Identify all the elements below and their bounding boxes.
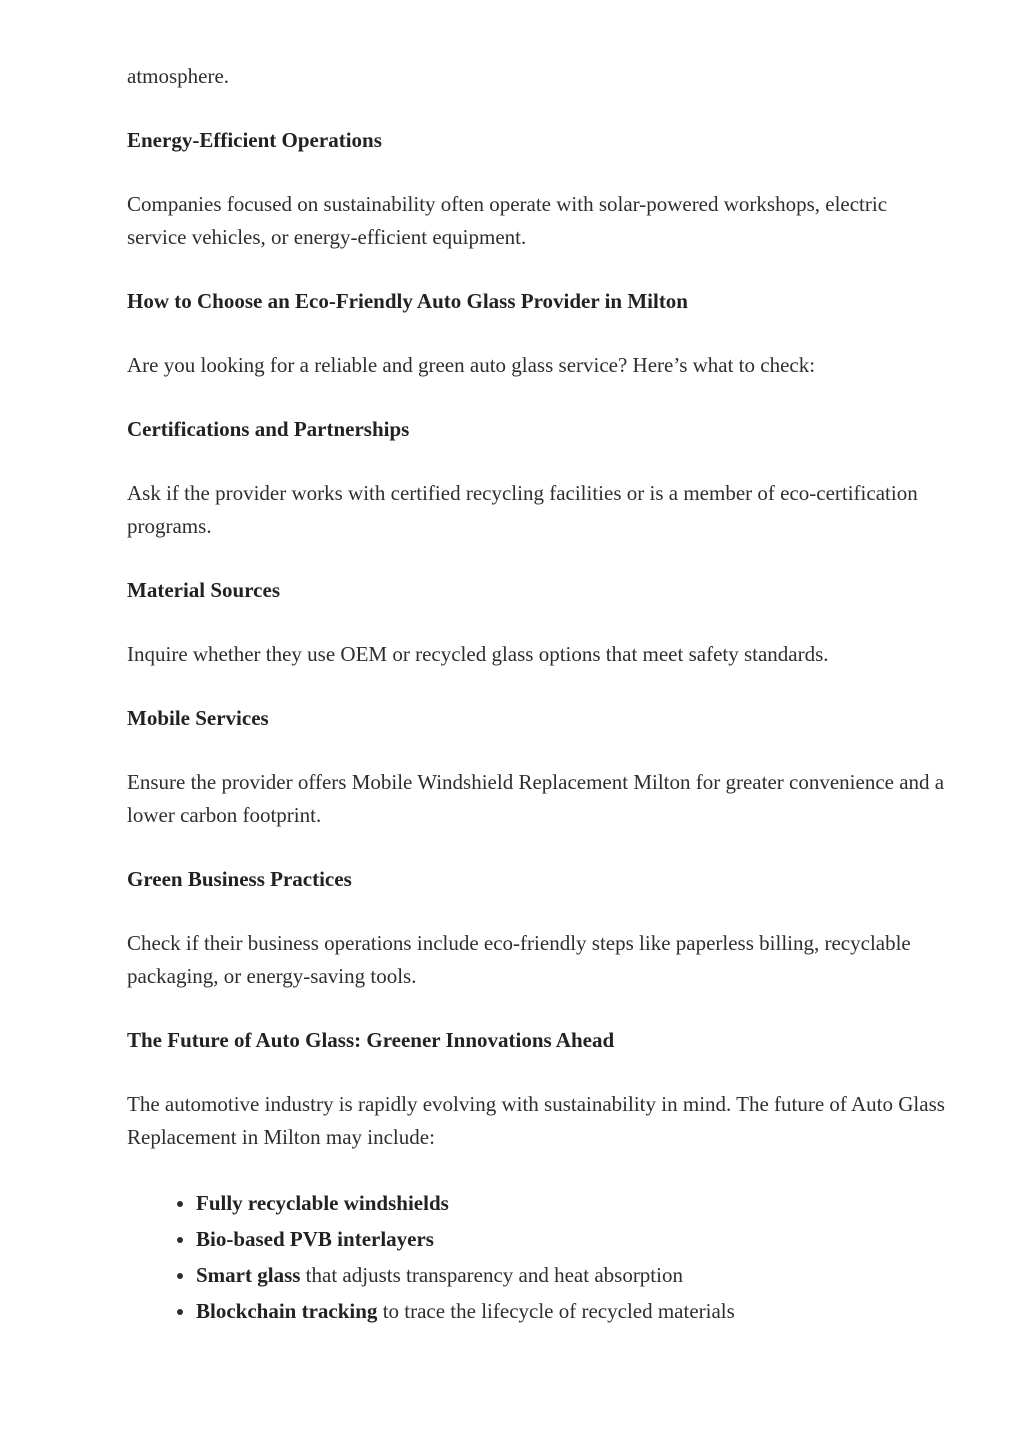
list-item	[196, 1185, 947, 1221]
list-item-text: to trace the lifecycle of recycled materials	[377, 1299, 735, 1323]
list-item-bold: Fully recyclable windshields	[196, 1191, 449, 1215]
paragraph-green-business-practices: Check if their business operations include eco-friendly steps like paperless billing, recyclable packaging, or energy-saving tools.	[127, 931, 911, 988]
list-item	[196, 1293, 947, 1329]
list-item-bold: Bio-based PVB interlayers	[196, 1227, 434, 1251]
list-item-text: that adjusts transparency and heat absorption	[300, 1263, 683, 1287]
heading-green-business-practices: Green Business Practices	[127, 867, 352, 891]
heading-mobile-services: Mobile Services	[127, 706, 269, 730]
paragraph-mobile-services: Ensure the provider offers Mobile Windshield Replacement Milton for greater convenience and a lower carbon footprint.	[127, 770, 945, 827]
paragraph-certifications: Ask if the provider works with certified recycling facilities or is a member of eco-certification programs.	[127, 481, 918, 538]
paragraph-future-of-auto-glass: The automotive industry is rapidly evolving with sustainability in mind. The future of Auto Glass Replacement in Milton may include:	[127, 1092, 945, 1149]
heading-material-sources: Material Sources	[127, 578, 280, 602]
heading-how-to-choose: How to Choose an Eco-Friendly Auto Glass Provider in Milton	[127, 289, 688, 313]
document-page	[127, 60, 947, 1329]
list-item	[196, 1257, 947, 1293]
list-item-bold: Blockchain tracking	[196, 1299, 378, 1323]
list-item-bold: Smart glass	[196, 1263, 301, 1287]
intro-fragment: atmosphere.	[127, 64, 230, 88]
paragraph-how-to-choose: Are you looking for a reliable and green auto glass service? Here’s what to check:	[127, 353, 816, 377]
heading-certifications: Certifications and Partnerships	[127, 417, 410, 441]
paragraph-material-sources: Inquire whether they use OEM or recycled glass options that meet safety standards.	[127, 642, 829, 666]
heading-future-of-auto-glass: The Future of Auto Glass: Greener Innovations Ahead	[127, 1028, 615, 1052]
heading-energy-efficient-operations: Energy-Efficient Operations	[127, 128, 382, 152]
list-item	[196, 1221, 947, 1257]
future-innovations-list	[127, 1185, 947, 1329]
paragraph-energy-efficient-operations: Companies focused on sustainability often operate with solar-powered workshops, electric service vehicles, or energy-efficient equipment.	[127, 192, 888, 249]
